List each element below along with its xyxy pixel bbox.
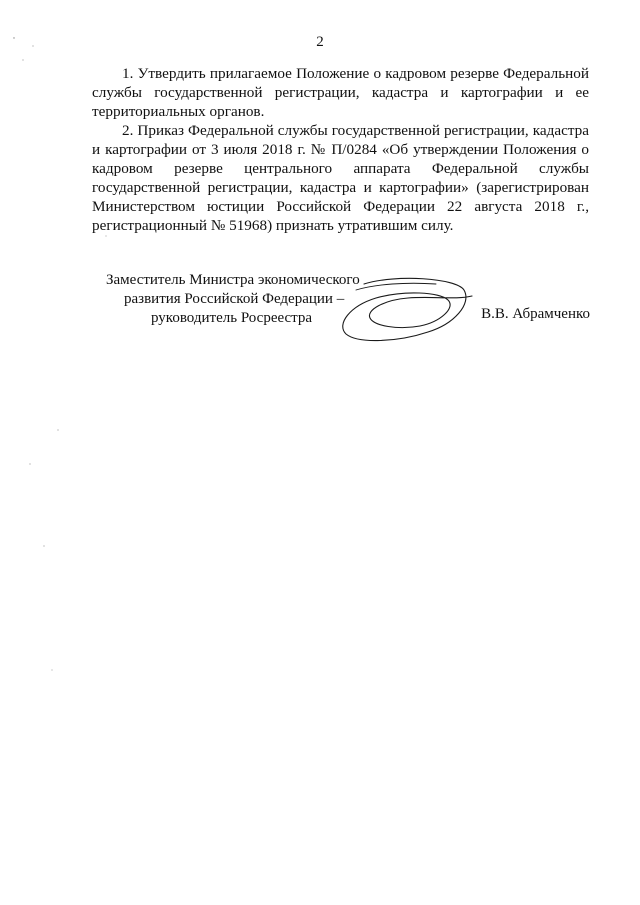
scan-speck [43,545,44,546]
scan-speck [51,669,52,670]
handwritten-signature [336,276,476,348]
scan-speck [57,429,58,430]
signatory-name: В.В. Абрамченко [481,306,590,322]
signatory-position-line-1: Заместитель Министра экономического [106,272,360,288]
scan-speck [22,59,23,60]
paragraph-2: 2. Приказ Федеральной службы государственной регистрации, кадастра и картографии от 3 июля 2018 г. № П/0284 «Об утверждении Положения о кадровом резерве центрального аппарата Федеральной службы государственной регистрации, кадастра и картографии» (зарегистрирован Министерством юстиции Российской Федерации 22 августа 2018 г., регистрационный № 51968) признать утратившим силу. [92,122,589,234]
document-body [92,64,589,235]
scan-speck [105,235,106,236]
signature-stroke-tail [356,283,436,290]
signature-stroke-loop [343,278,472,340]
scan-speck [29,463,30,464]
page-number: 2 [316,34,324,50]
signatory-position-line-2: развития Российской Федерации – [124,291,345,307]
paragraph-1: 1. Утвердить прилагаемое Положение о кадровом резерве Федеральной службы государственной регистрации, кадастра и картографии и ее территориальных органов. [92,65,589,120]
signatory-position-line-3: руководитель Росреестра [151,310,313,326]
